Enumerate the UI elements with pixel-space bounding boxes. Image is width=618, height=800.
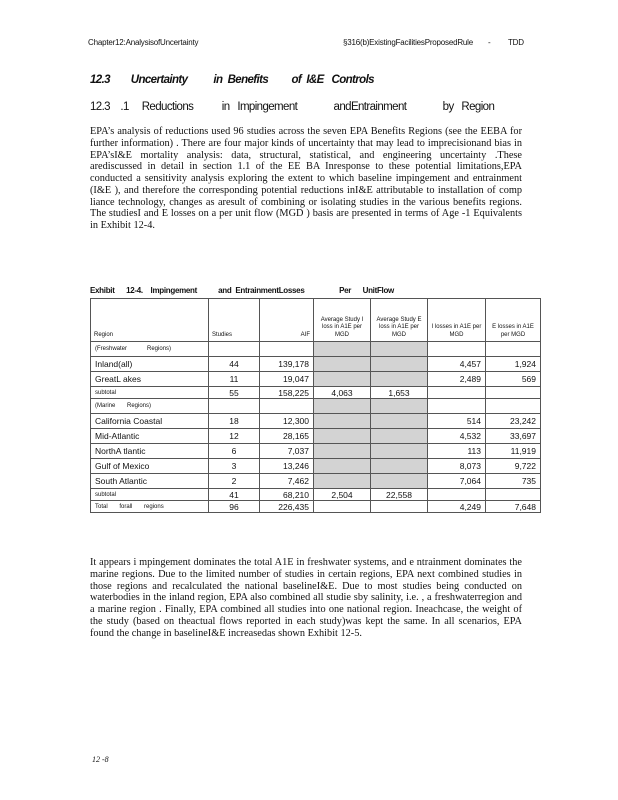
cell-region: NorthA tlantic xyxy=(91,444,209,459)
group-row-freshwater xyxy=(91,342,541,357)
section-heading: 12.3 Uncertainty in Benefits of I&E Controls xyxy=(90,74,374,86)
cell-i-losses: 4,249 xyxy=(428,501,486,513)
col-header-avg-e: Average Study E loss in A1E per MGD xyxy=(371,299,428,342)
running-header-doc: TDD xyxy=(508,38,524,47)
cell-region: Inland(all) xyxy=(91,357,209,372)
cell-subtotal-label: subtotal xyxy=(91,489,209,501)
cell-aif: 12,300 xyxy=(260,414,314,429)
group-label-marine: (Marine Regions) xyxy=(91,399,209,414)
cell-e-losses: 569 xyxy=(486,372,541,387)
cell-i-losses: 2,489 xyxy=(428,372,486,387)
cell-e-losses: 33,697 xyxy=(486,429,541,444)
cell-e-losses: 1,924 xyxy=(486,357,541,372)
total-row xyxy=(91,501,541,513)
cell-e-losses: 9,722 xyxy=(486,459,541,474)
cell-studies: 55 xyxy=(209,387,260,399)
cell-aif: 139,178 xyxy=(260,357,314,372)
cell-e-losses: 735 xyxy=(486,474,541,489)
cell-e-losses: 11,919 xyxy=(486,444,541,459)
table-header-row xyxy=(91,299,541,342)
table-row xyxy=(91,414,541,429)
cell-e-losses: 23,242 xyxy=(486,414,541,429)
cell-studies: 11 xyxy=(209,372,260,387)
cell-studies: 41 xyxy=(209,489,260,501)
cell-aif: 28,165 xyxy=(260,429,314,444)
cell-i-losses: 8,073 xyxy=(428,459,486,474)
losses-table xyxy=(90,298,541,513)
intro-paragraph: EPA’s analysis of reductions used 96 studies across the seven EPA Benefits Regions (see the EEBA for further information) . There are four major kinds of uncertainty that may lead to imprecisionand bias in EPA’sI&E mortality analysis: data, structural, statistical, and engineering uncertainty .These arediscussed in detail in section 1.1 of the EE BA Inresponse to these potential limitations,EPA conducted a sensitivity analysis exploring the extent to which baseline impingement and entrainment (I&E ), and therefore the corresponding potential reductions inI&E attributable to installation of comp liance technology, changes as aresult of combining or isolating studies in the various benefits regions. The studiesI and E losses on a per unit flow (MGD ) basis are presented in terms of Age -1 Equivalents in Exhibit 12-4. xyxy=(90,126,522,231)
cell-region: Gulf of Mexico xyxy=(91,459,209,474)
cell-avg-i: 2,504 xyxy=(314,489,371,501)
col-header-studies: Studies xyxy=(209,299,260,342)
cell-i-losses: 7,064 xyxy=(428,474,486,489)
table-row xyxy=(91,357,541,372)
group-label-freshwater: (Freshwater Regions) xyxy=(91,342,209,357)
cell-studies: 6 xyxy=(209,444,260,459)
table-row xyxy=(91,474,541,489)
cell-avg-e: 1,653 xyxy=(371,387,428,399)
cell-region: California Coastal xyxy=(91,414,209,429)
cell-subtotal-label: subtotal xyxy=(91,387,209,399)
cell-i-losses: 4,532 xyxy=(428,429,486,444)
analysis-paragraph: It appears i mpingement dominates the total A1E in freshwater systems, and e ntrainment dominates the marine regions. Due to the limited number of studies in certain regions, EPA next combined studies in those regions and recalculated the national baselineI&E. Due to most studies being conducted on waterbodies in the inland region, EPA also combined all studie sby salinity, i.e. , a freshwaterregion and a marine region . Finally, EPA combined all studies into one national region. Ineachcase, the weight of the study (based on theactual flows reported in each study)was kept the same. In all scenarios, EPA found the change in baselineI&E increasedas shown Exhibit 12-5. xyxy=(90,557,522,639)
running-header-chapter: Chapter12:AnalysisofUncertainty xyxy=(88,38,199,47)
cell-region: GreatL akes xyxy=(91,372,209,387)
cell-region: Mid-Atlantic xyxy=(91,429,209,444)
col-header-region: Region xyxy=(91,299,209,342)
cell-avg-e: 22,558 xyxy=(371,489,428,501)
col-header-i-losses: I losses in A1E per MGD xyxy=(428,299,486,342)
cell-i-losses: 514 xyxy=(428,414,486,429)
col-header-e-losses: E losses in A1E per MGD xyxy=(486,299,541,342)
cell-aif: 7,462 xyxy=(260,474,314,489)
subsection-heading: 12.3 .1 Reductions in Impingement andEntrainment by Region xyxy=(90,101,495,113)
table-row xyxy=(91,429,541,444)
cell-aif: 13,246 xyxy=(260,459,314,474)
cell-total-label: Total forall regions xyxy=(91,501,209,513)
running-header-rule: §316(b)ExistingFacilitiesProposedRule xyxy=(343,38,474,47)
cell-studies: 44 xyxy=(209,357,260,372)
cell-aif: 226,435 xyxy=(260,501,314,513)
cell-aif: 158,225 xyxy=(260,387,314,399)
table-row xyxy=(91,372,541,387)
table-row xyxy=(91,444,541,459)
cell-aif: 68,210 xyxy=(260,489,314,501)
cell-e-losses: 7,648 xyxy=(486,501,541,513)
running-header-separator: - xyxy=(488,38,491,47)
col-header-aif: AIF xyxy=(260,299,314,342)
cell-studies: 12 xyxy=(209,429,260,444)
cell-studies: 2 xyxy=(209,474,260,489)
cell-studies: 3 xyxy=(209,459,260,474)
cell-avg-i: 4,063 xyxy=(314,387,371,399)
subtotal-row-marine xyxy=(91,489,541,501)
subtotal-row-freshwater xyxy=(91,387,541,399)
cell-aif: 7,037 xyxy=(260,444,314,459)
cell-i-losses: 113 xyxy=(428,444,486,459)
cell-studies: 96 xyxy=(209,501,260,513)
exhibit-title: Exhibit 12-4. Impingement and EntrainmentLosses Per UnitFlow xyxy=(90,286,394,295)
group-row-marine xyxy=(91,399,541,414)
table-row xyxy=(91,459,541,474)
cell-region: South Atlantic xyxy=(91,474,209,489)
col-header-avg-i: Average Study I loss in A1E per MGD xyxy=(314,299,371,342)
cell-studies: 18 xyxy=(209,414,260,429)
cell-aif: 19,047 xyxy=(260,372,314,387)
cell-i-losses: 4,457 xyxy=(428,357,486,372)
page-number: 12 -8 xyxy=(92,755,109,764)
